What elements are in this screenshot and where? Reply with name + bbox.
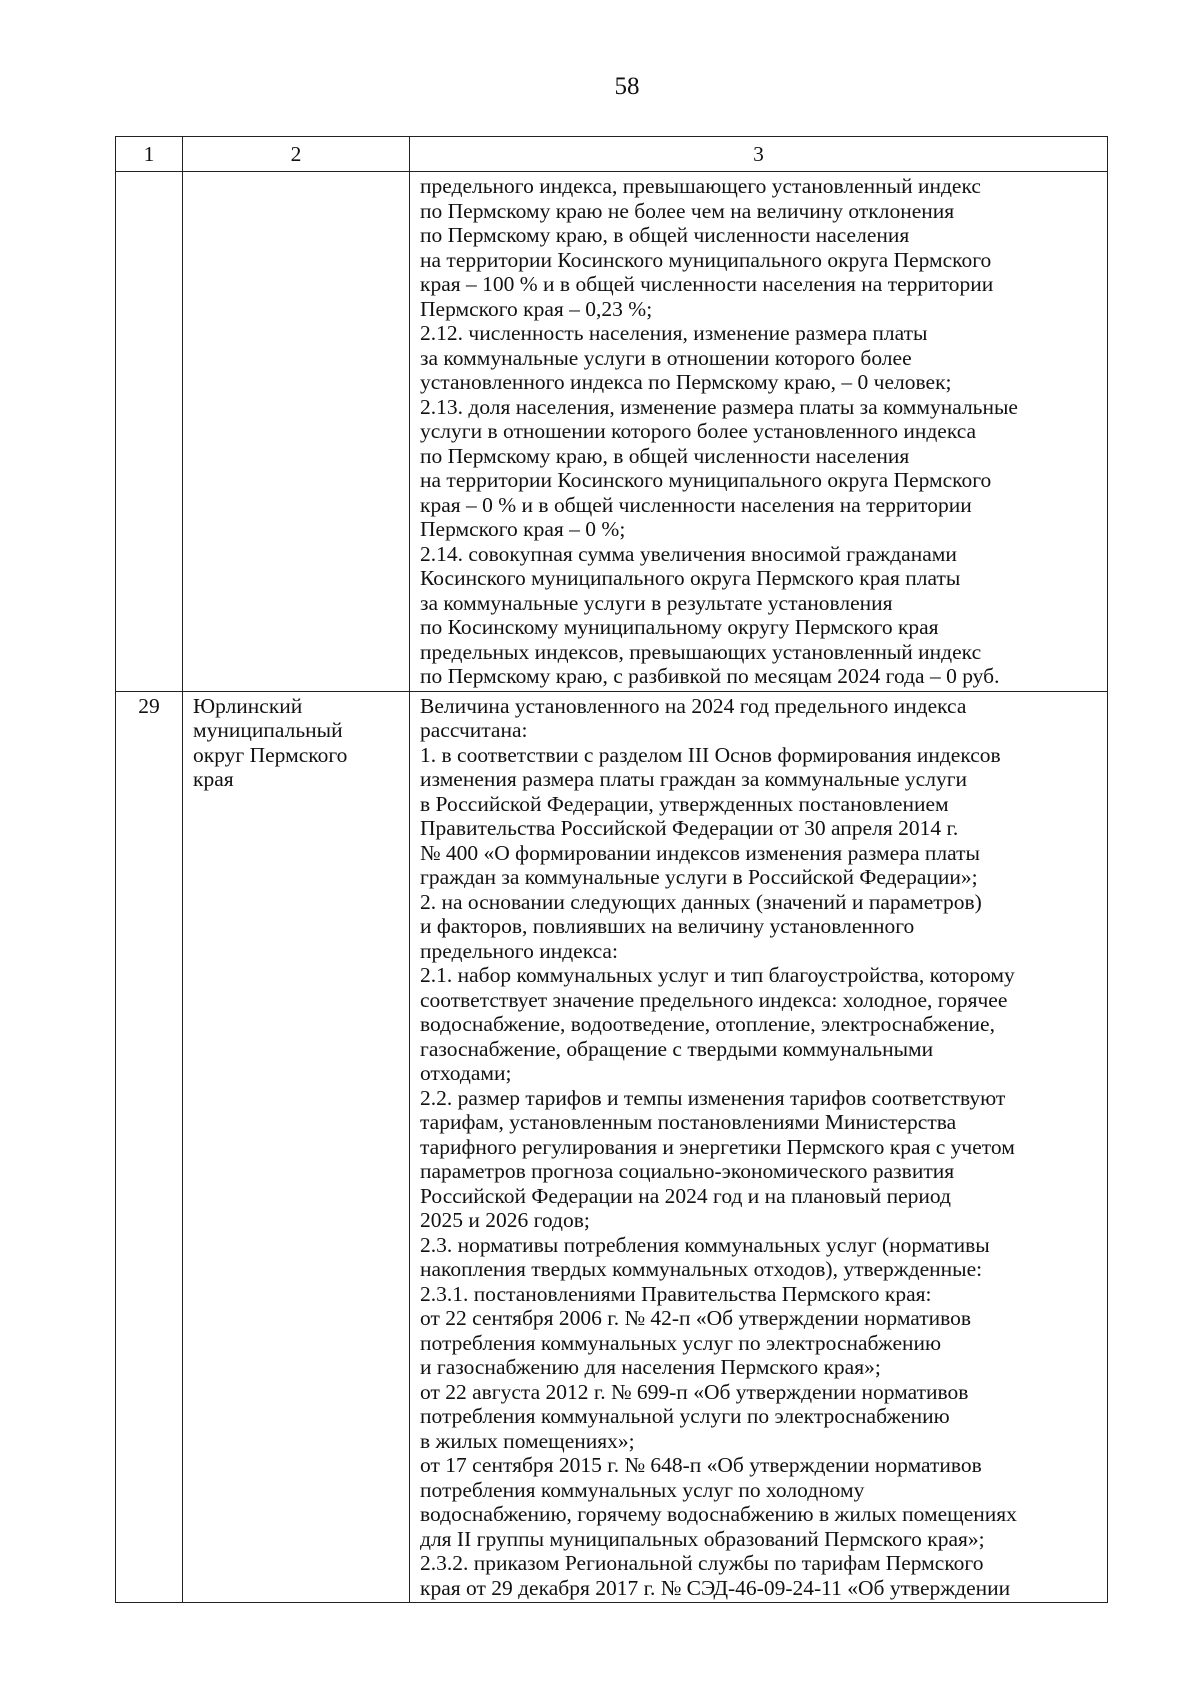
content-cell (410, 691, 1108, 1603)
column-header-3: 3 (410, 137, 1108, 172)
content-line: Пермского края – 0 %; (420, 517, 626, 541)
content-line: потребления коммунальной услуги по электроснабжению (420, 1404, 950, 1428)
municipality-cell (183, 691, 410, 1603)
content-line: в Российской Федерации, утвержденных постановлением (420, 791, 949, 816)
content-line: на территории Косинского муниципального округа Пермского (420, 247, 992, 272)
content-line: соответствует значение предельного индекса: холодное, горячее (420, 987, 1008, 1012)
content-line: № 400 «О формировании индексов изменения размера платы (420, 840, 980, 865)
content-line: услуги в отношении которого более установленного индекса (420, 419, 977, 443)
content-line: для II группы муниципальных образований Пермского края»; (420, 1526, 985, 1551)
column-header-1: 1 (116, 137, 183, 172)
content-line: 2025 и 2026 годов; (420, 1208, 590, 1232)
content-line: Российской Федерации на 2024 год и на плановый период (420, 1183, 951, 1208)
content-line: от 17 сентября 2015 г. № 648-п «Об утверждении нормативов (420, 1453, 982, 1477)
content-line: тарифного регулирования и энергетики Пермского края с учетом (420, 1134, 1015, 1159)
content-line: 2.2. размер тарифов и темпы изменения тарифов соответствуют (420, 1085, 1006, 1110)
content-line: 2.13. доля населения, изменение размера платы за коммунальные (420, 394, 1018, 419)
content-line: и факторов, повлиявших на величину установленного (420, 914, 915, 938)
content-line: 2. на основании следующих данных (значений и параметров) (420, 889, 982, 914)
content-line: потребления коммунальных услуг по электроснабжению (420, 1330, 942, 1355)
content-line: Правительства Российской Федерации от 30 апреля 2014 г. (420, 816, 959, 840)
municipality-name-line: округ Пермского (193, 742, 348, 767)
content-line: Пермского края – 0,23 %; (420, 296, 653, 321)
content-line: по Пермскому краю, в общей численности населения (420, 443, 910, 468)
content-line: накопления твердых коммунальных отходов), утвержденные: (420, 1257, 983, 1281)
content-line: 2.1. набор коммунальных услуг и тип благоустройства, которому (420, 963, 1015, 987)
content-line: изменения размера платы граждан за коммунальные услуги (420, 767, 968, 791)
content-line: и газоснабжению для населения Пермского края»; (420, 1355, 881, 1379)
municipality-name-line: муниципальный (193, 718, 343, 742)
content-line: 1. в соответствии с разделом III Основ формирования индексов (420, 742, 1001, 767)
content-line: края – 0 % и в общей численности населения на территории (420, 492, 972, 517)
content-line: на территории Косинского муниципального округа Пермского (420, 468, 992, 492)
content-line: 2.3.1. постановлениями Правительства Пермского края: (420, 1281, 932, 1306)
data-table (115, 136, 1108, 1603)
content-line: предельного индекса: (420, 938, 618, 963)
content-line: 2.14. совокупная сумма увеличения вносимой гражданами (420, 541, 957, 566)
content-line: в жилых помещениях»; (420, 1428, 635, 1453)
content-line: по Пермскому краю, с разбивкой по месяцам 2024 года – 0 руб. (420, 664, 1000, 688)
content-line: 2.3.2. приказом Региональной службы по тарифам Пермского (420, 1551, 984, 1575)
table-row (116, 172, 1108, 692)
content-line: газоснабжение, обращение с твердыми коммунальными (420, 1036, 934, 1061)
content-line: граждан за коммунальные услуги в Российской Федерации»; (420, 865, 978, 889)
content-line: водоснабжению, горячему водоснабжению в жилых помещениях (420, 1502, 1017, 1526)
content-line: отходами; (420, 1061, 512, 1085)
content-line: параметров прогноза социально-экономического развития (420, 1159, 955, 1183)
content-line: от 22 сентября 2006 г. № 42-п «Об утверждении нормативов (420, 1306, 972, 1330)
content-line: за коммунальные услуги в результате установления (420, 590, 893, 615)
content-line: водоснабжение, водоотведение, отопление, электроснабжение, (420, 1012, 995, 1036)
content-line: тарифам, установленным постановлениями Министерства (420, 1110, 957, 1134)
municipality-cell (183, 172, 410, 692)
content-line: по Косинскому муниципальному округу Пермского края (420, 615, 939, 639)
content-line: 2.3. нормативы потребления коммунальных услуг (нормативы (420, 1232, 990, 1257)
content-line: за коммунальные услуги в отношении которого более (420, 345, 912, 370)
municipality-name-line: края (193, 767, 234, 791)
table-row (116, 691, 1108, 1603)
content-line: по Пермскому краю, в общей численности населения (420, 223, 910, 247)
municipality-name-line: Юрлинский (193, 693, 303, 718)
content-line: потребления коммунальных услуг по холодному (420, 1477, 865, 1502)
row-number-cell: 29 (116, 691, 183, 1603)
content-line: Величина установленного на 2024 год предельного индекса (420, 693, 967, 718)
content-line: предельного индекса, превышающего установленный индекс (420, 174, 981, 198)
content-line: установленного индекса по Пермскому краю, – 0 человек; (420, 370, 952, 394)
content-line: рассчитана: (420, 718, 528, 742)
content-line: предельных индексов, превышающих установленный индекс (420, 639, 982, 664)
content-cell (410, 172, 1108, 692)
content-line: по Пермскому краю не более чем на величину отклонения (420, 198, 955, 223)
content-line: края – 100 % и в общей численности населения на территории (420, 272, 994, 296)
content-line: Косинского муниципального округа Пермского края платы (420, 566, 961, 590)
column-header-2: 2 (183, 137, 410, 172)
table-header-row (116, 137, 1108, 172)
row-number-cell (116, 172, 183, 692)
content-line: от 22 августа 2012 г. № 699-п «Об утверждении нормативов (420, 1379, 969, 1404)
content-line: 2.12. численность населения, изменение размера платы (420, 321, 928, 345)
content-line: края от 29 декабря 2017 г. № СЭД-46-09-24-11 «Об утверждении (420, 1575, 1011, 1600)
page-number: 58 (614, 73, 640, 100)
